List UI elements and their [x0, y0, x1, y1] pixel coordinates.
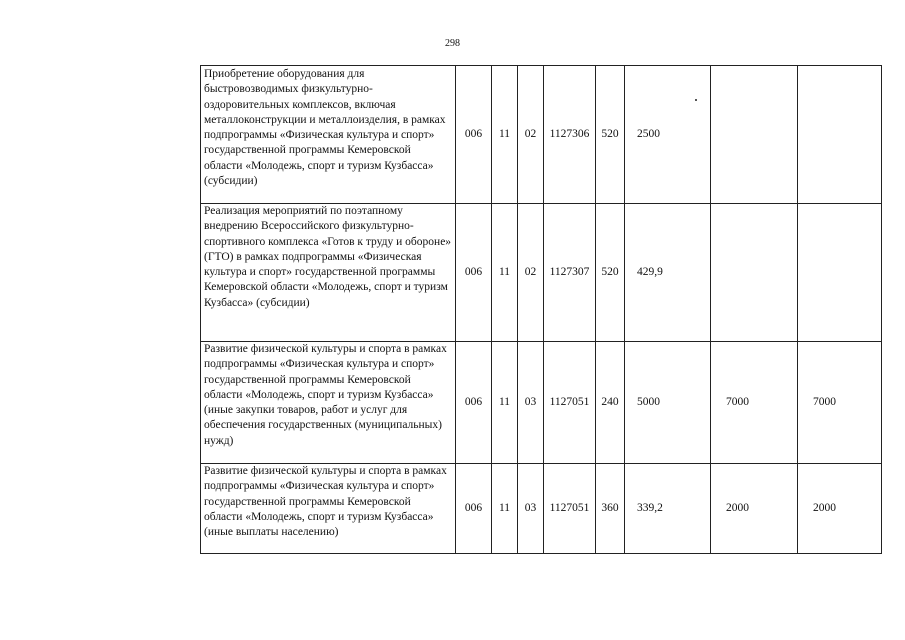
subsection-code: 02	[518, 66, 544, 204]
amount-year-1: 339,2	[625, 464, 711, 554]
row-description: Развитие физической культуры и спорта в рамках подпрограммы «Физическая культура и спорт» государственной программы Кемеровской области «Молодежь, спорт и туризм Кузбасса» (иные закупки товаров, работ и услуг для обеспечения государственных (муниципальных) нужд)	[201, 342, 456, 464]
target-code: 1127306	[544, 66, 596, 204]
section-code: 11	[492, 66, 518, 204]
amount-year-1: 429,9	[625, 204, 711, 342]
row-description: Реализация мероприятий по поэтапному внедрению Всероссийского физкультурно-спортивного комплекса «Готов к труду и обороне» (ГТО) в рамках подпрограммы «Физическая культура и спорт» государственной программы Кемеровской области «Молодежь, спорт и туризм Кузбасса» (субсидии)	[201, 204, 456, 342]
table-row	[201, 66, 882, 204]
ministry-code: 006	[456, 464, 492, 554]
subsection-code: 03	[518, 342, 544, 464]
target-code: 1127307	[544, 204, 596, 342]
row-description: Приобретение оборудования для быстровозводимых физкультурно-оздоровительных комплексов, включая металлоконструкции и металлоизделия, в рамках подпрограммы «Физическая культура и спорт» государственной программы Кемеровской области «Молодежь, спорт и туризм Кузбасса» (субсидии)	[201, 66, 456, 204]
amount-year-3: 2000	[798, 464, 882, 554]
amount-year-3: 7000	[798, 342, 882, 464]
ministry-code: 006	[456, 204, 492, 342]
amount-year-3	[798, 66, 882, 204]
table-row	[201, 464, 882, 554]
amount-year-1: 5000	[625, 342, 711, 464]
amount-year-2	[711, 204, 798, 342]
amount-year-2: 2000	[711, 464, 798, 554]
amount-year-2: 7000	[711, 342, 798, 464]
expense-type-code: 360	[596, 464, 625, 554]
amount-year-1: 2500	[625, 66, 711, 204]
table-row	[201, 204, 882, 342]
amount-year-3	[798, 204, 882, 342]
expense-type-code: 520	[596, 66, 625, 204]
section-code: 11	[492, 204, 518, 342]
section-code: 11	[492, 342, 518, 464]
row-description: Развитие физической культуры и спорта в рамках подпрограммы «Физическая культура и спорт» государственной программы Кемеровской области «Молодежь, спорт и туризм Кузбасса» (иные выплаты населению)	[201, 464, 456, 554]
ministry-code: 006	[456, 66, 492, 204]
expense-type-code: 240	[596, 342, 625, 464]
subsection-code: 02	[518, 204, 544, 342]
target-code: 1127051	[544, 464, 596, 554]
ministry-code: 006	[456, 342, 492, 464]
subsection-code: 03	[518, 464, 544, 554]
budget-table	[200, 65, 882, 554]
target-code: 1127051	[544, 342, 596, 464]
page-number: 298	[445, 38, 460, 49]
amount-year-2	[711, 66, 798, 204]
section-code: 11	[492, 464, 518, 554]
table-row	[201, 342, 882, 464]
expense-type-code: 520	[596, 204, 625, 342]
